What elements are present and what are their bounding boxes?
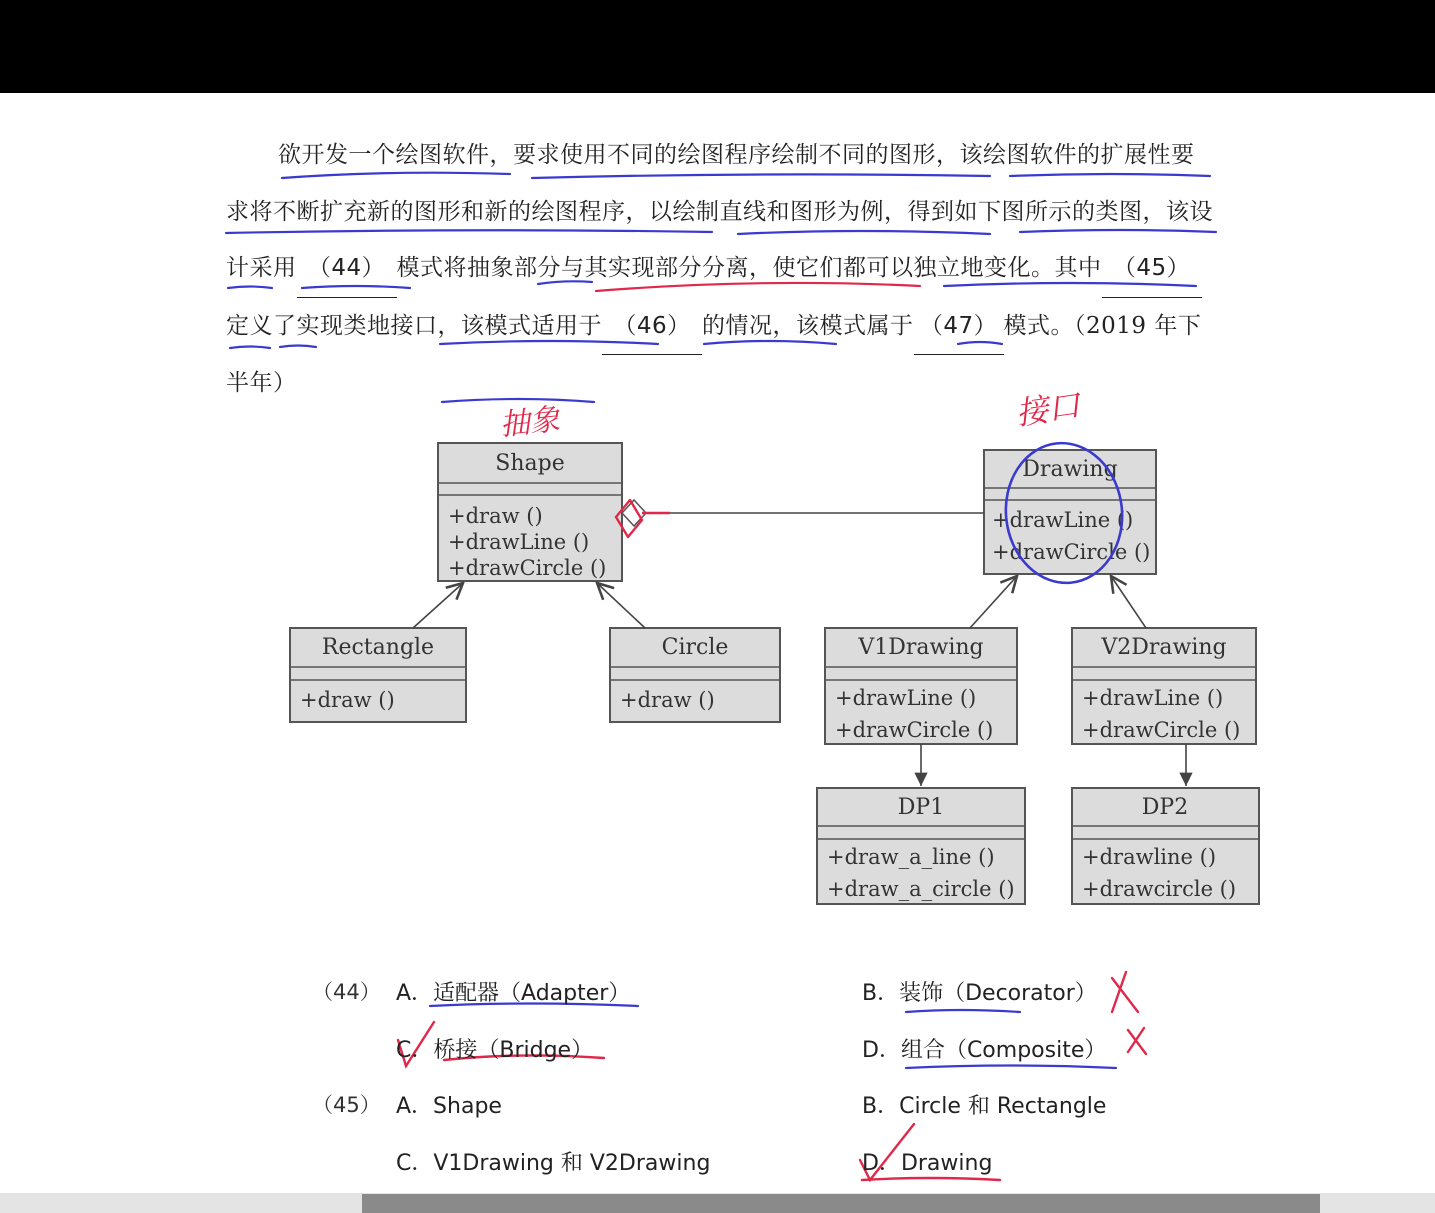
blank-47: （47） — [914, 298, 1004, 356]
class-title: Circle — [661, 635, 729, 660]
method: +drawCircle () — [992, 540, 1151, 564]
class-v1drawing — [825, 628, 1017, 744]
class-rectangle — [290, 628, 466, 722]
blank-46: （46） — [602, 298, 702, 356]
option-45-a[interactable]: A．Shape — [396, 1094, 502, 1119]
red-underline-abstraction — [596, 283, 920, 291]
class-v2drawing — [1072, 628, 1256, 744]
method: +draw () — [300, 688, 395, 712]
option-44-d[interactable]: D．组合（Composite） — [862, 1038, 1107, 1063]
method: +draw () — [448, 504, 543, 528]
inherit-rectangle-shape — [413, 583, 463, 628]
option-45-d[interactable]: D．Drawing — [862, 1151, 993, 1176]
class-title: Shape — [495, 451, 565, 476]
question-text-3: 定义了实现类地接口，该模式适用于 — [226, 312, 602, 339]
question-text-4: 的情况，该模式属于 — [702, 312, 914, 339]
class-title: V2Drawing — [1101, 635, 1227, 660]
inherit-circle-shape — [597, 583, 645, 628]
method: +drawLine () — [1082, 686, 1224, 710]
note-implementation: 接口 — [1013, 386, 1083, 433]
red-diamond-mark — [616, 500, 670, 537]
question-text-5: 模式。（2019 年下半年） — [226, 312, 1202, 396]
blank-45: （45） — [1102, 240, 1202, 298]
method: +drawline () — [1082, 845, 1217, 869]
method: +drawCircle () — [1082, 718, 1241, 742]
question-number-44: （44） — [312, 980, 381, 1004]
question-number-45: （45） — [312, 1093, 381, 1117]
class-dp2 — [1072, 788, 1259, 904]
option-45-b[interactable]: B．Circle 和 Rectangle — [862, 1094, 1107, 1119]
handwritten-underlines — [226, 173, 1216, 402]
class-circle — [610, 628, 780, 722]
inherit-v1-drawing — [970, 576, 1017, 628]
note-abstraction: 抽象 — [498, 401, 562, 444]
option-45-c[interactable]: C．V1Drawing 和 V2Drawing — [396, 1151, 711, 1176]
class-dp1 — [817, 788, 1025, 904]
method: +drawLine () — [835, 686, 977, 710]
class-title: DP1 — [897, 795, 945, 820]
scrollbar-thumb[interactable] — [362, 1194, 1320, 1213]
red-underline-drawing — [862, 1178, 1000, 1180]
method: +draw_a_line () — [827, 845, 995, 869]
class-drawing — [984, 450, 1156, 574]
class-shape — [438, 443, 622, 581]
question-text-2: 模式将抽象部分与其实现部分分离，使它们都可以独立地变化。其中 — [396, 255, 1102, 281]
method: +draw_a_circle () — [827, 877, 1015, 901]
method: +drawcircle () — [1082, 877, 1237, 901]
method: +draw () — [620, 688, 715, 712]
class-title: Rectangle — [321, 635, 435, 660]
cross-mark-d — [1128, 1028, 1146, 1054]
class-title: Drawing — [1022, 457, 1118, 482]
class-title: V1Drawing — [858, 635, 984, 660]
cross-mark-b — [1112, 972, 1138, 1012]
question-text-1: 欲开发一个绘图软件，要求使用不同的绘图程序绘制不同的图形，该绘图软件的扩展性要求将不断扩充新的图形和新的绘图程序，以绘制直线和图形为例，得到如下图所示的类图，该设计采用 — [226, 142, 1213, 281]
inherit-v2-drawing — [1111, 576, 1146, 628]
method: +drawCircle () — [448, 556, 607, 580]
method: +drawLine () — [992, 508, 1134, 532]
blank-44: （44） — [297, 240, 397, 298]
class-title: DP2 — [1141, 795, 1189, 820]
method: +drawCircle () — [835, 718, 994, 742]
option-44-b[interactable]: B．装饰（Decorator） — [862, 981, 1097, 1006]
option-44-a[interactable]: A．适配器（Adapter） — [396, 981, 631, 1006]
option-44-c[interactable]: C．桥接（Bridge） — [396, 1038, 594, 1063]
method: +drawLine () — [448, 530, 590, 554]
